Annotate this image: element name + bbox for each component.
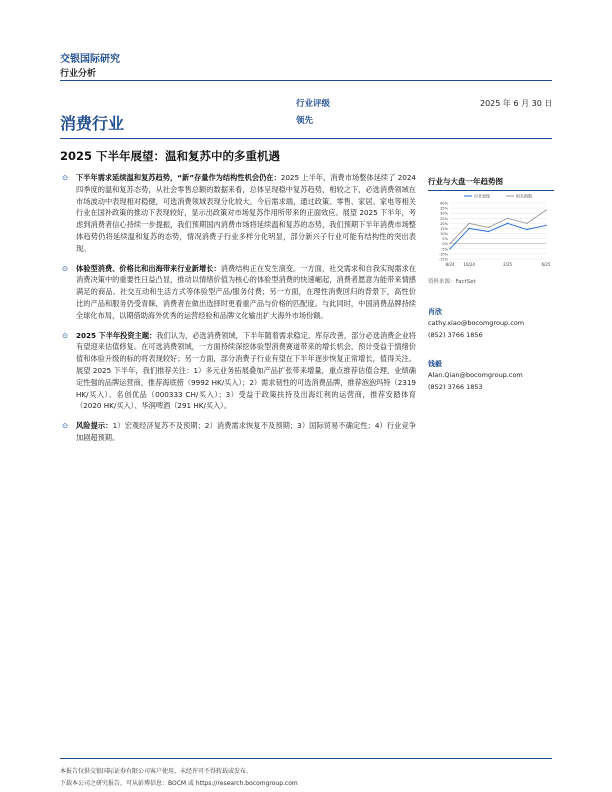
y-tick-label: -5% xyxy=(441,247,448,252)
summary-body xyxy=(60,172,416,452)
y-tick-label: 0% xyxy=(442,242,448,247)
industry-rating xyxy=(296,96,330,130)
rating-label: 行业评级 xyxy=(296,99,331,109)
industry-name: 消费行业 xyxy=(60,114,125,133)
analyst-name: 肖欣 xyxy=(428,308,442,316)
paragraph-text: 2025 上半年，消费市场整体延续了 2024 四季度的温和复苏态势，从社会零售总额的数据来看，总体呈现稳中复苏趋势，相较之下，必选消费领域在市场波动中表现相对稳健，可选消费领域表现分化较大。今后需求端，通过政策、零售、家居、家电等相关行业在国补政策的推动下表现较好，显示出政策对市场复苏作用所带来的正面效应。展望 2025 下半年，考虑到消费者信心持续一步提振，我们预期国内消费市场将延续温和复苏的态势，我们预期下半年消费市场整体趋势仍将延续温和复苏的态势，情况消费子行业多样分化明显，部分新兴子行业可能有结构性的突出表现。 xyxy=(76,173,417,253)
bullet-icon: ⊙ xyxy=(62,330,69,340)
legend-label: 恒生指数 xyxy=(516,193,532,199)
trend-chart xyxy=(428,191,554,271)
rating-value: 领先 xyxy=(296,116,314,126)
y-tick-label: 40% xyxy=(440,201,448,206)
footer-disclaimer: 本报告仅供交银国际证券有限公司客户使用，未经许可不得转载或发布。 xyxy=(60,768,253,775)
brand-name: 交银国际研究 xyxy=(60,54,120,65)
paragraph-text: 1）宏观经济复苏不及预期；2）消费需求恢复不及预期；3）国际贸易不确定性；4）行业竞争加剧超预期。 xyxy=(76,421,416,442)
summary-paragraph xyxy=(60,330,416,413)
series-point xyxy=(449,248,450,249)
bullet-icon: ⊙ xyxy=(62,263,69,273)
series-point xyxy=(488,227,489,228)
bullet-icon: ⊙ xyxy=(62,421,69,431)
paragraph-text: 消费结构正在发生演变。一方面，社交需求和自我实现需求在消费决策中的重要性日益凸显，推动以情绪价值为核心的体验型消费的快速崛起，消费者愿意为能带来情感满足的商品、社交互动和生活方式等体验型产品/服务付费；另一方面，在理性消费回归的背景下，高性价比的产品和服务仍受青睐，消费者在做出选择时更看重产品与价格的匹配度。与此同时，中国消费品牌持续全球化布局，以期借助海外优秀的运营经验和品牌文化输出扩大海外市场份额。 xyxy=(76,263,416,320)
paragraph-heading: 下半年需求延续温和复苏趋势，“新”存量作为结构性机会仍在： xyxy=(76,173,281,182)
report-type: 行业分析 xyxy=(60,69,97,79)
footer-divider xyxy=(60,758,552,759)
series-point xyxy=(526,229,527,230)
report-date: 2025 年 6 月 30 日 xyxy=(480,99,553,108)
summary-paragraph xyxy=(60,263,416,322)
title-divider xyxy=(60,138,552,139)
chart-title: 行业与大盘一年趋势图 xyxy=(428,177,503,186)
paragraph-heading: 2025 下半年投资主题： xyxy=(76,330,157,340)
y-tick-label: 30% xyxy=(440,211,448,216)
series-point xyxy=(545,209,546,210)
analyst-email[interactable]: cathy.xiao@bocomgroup.com xyxy=(428,319,525,327)
series-point xyxy=(545,225,546,226)
y-tick-label: 20% xyxy=(440,221,448,226)
summary-paragraph xyxy=(60,420,416,444)
series-point xyxy=(526,223,527,224)
x-tick-label: 8/24 xyxy=(445,262,455,267)
y-tick-label: 35% xyxy=(440,206,448,211)
series-point xyxy=(488,231,489,232)
y-tick-label: 25% xyxy=(440,216,448,221)
header-divider xyxy=(60,80,552,81)
analyst-phone: (852) 3766 1853 xyxy=(428,383,483,391)
x-tick-label: 2/25 xyxy=(503,262,513,267)
summary-paragraph xyxy=(60,172,416,255)
paragraph-heading: 体验型消费、价格比和出海带来行业新增长： xyxy=(76,263,221,273)
paragraph-heading: 风险提示： xyxy=(76,421,113,431)
y-tick-label: 15% xyxy=(440,226,448,231)
legend-label: 行业表现 xyxy=(474,193,490,199)
series-point xyxy=(507,218,508,219)
y-tick-label: 5% xyxy=(442,237,448,242)
analyst-name: 钱毅 xyxy=(428,360,442,368)
y-tick-label: -15% xyxy=(438,257,448,262)
y-tick-label: -10% xyxy=(438,252,448,257)
footer-download-note: 下载本公司之研究报告，可从彭博信息：BOCM 或 https://research.bocomgroup.com xyxy=(60,780,298,787)
y-tick-label: 10% xyxy=(440,232,448,237)
paragraph-text: 我们认为，必选消费领域，下半年随着需求稳定、库存改善，部分必选消费企业将有望迎来估值修复。在可选消费领域，一方面持续深挖体验型消费赛道带来的增长机会，预计受益于情绪价值和体验升级的标的将表现较好；另一方面，部分消费子行业有望在下半年逐步恢复正常增长，值得关注。展望 2025 下半年，我们推荐关注：1）多元业务拓展叠加产品扩张带来增量，重点推荐估值合理、业绩确定性强的品牌运营商，推荐海底捞（9992 HK/买入）；2）需求韧性的可选消费品牌，推荐泡泡玛特（2319 HK/买入）、名创优品（000333 CH/买入）；3）受益于政策扶持及出海红利的运营商，推荐安踏体育（2020 HK/买入）、华润啤酒（291 HK/买入）。 xyxy=(76,330,416,411)
x-tick-label: 6/25 xyxy=(541,262,551,267)
x-tick-label: 10/24 xyxy=(463,262,475,267)
analyst-phone: (852) 3766 1856 xyxy=(428,331,483,339)
bullet-icon: ⊙ xyxy=(62,173,69,182)
series-point xyxy=(469,223,470,224)
series-point xyxy=(449,243,450,244)
sidebar xyxy=(428,176,554,393)
series-point xyxy=(469,228,470,229)
analyst-email[interactable]: Alan.Qian@bocomgroup.com xyxy=(428,371,523,379)
chart-source: 资料来源：FactSet xyxy=(428,279,476,285)
series-line xyxy=(450,223,546,248)
report-title: 2025 下半年展望：温和复苏中的多重机遇 xyxy=(60,149,281,163)
series-point xyxy=(507,223,508,224)
